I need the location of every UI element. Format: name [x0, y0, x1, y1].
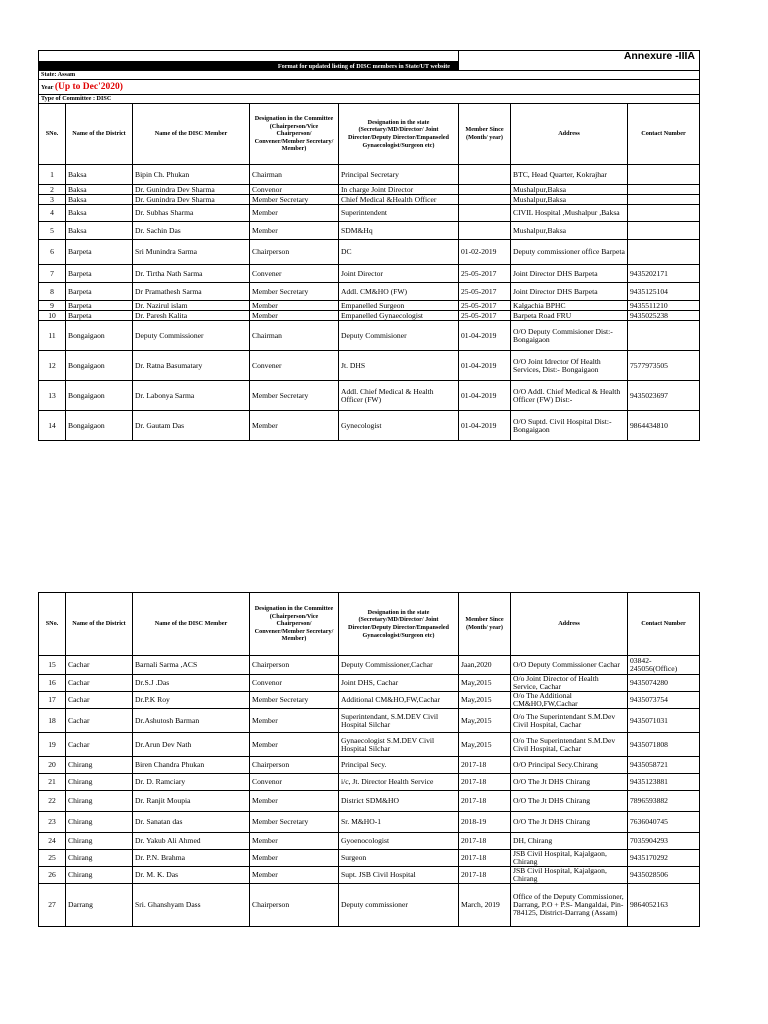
cell-member: Dr. Sachin Das	[133, 222, 250, 240]
cell-member-since: 01-04-2019	[459, 351, 511, 381]
cell-state-designation: Empanelled Gynaecologist	[339, 311, 459, 321]
cell-state-designation: Addl. Chief Medical & Health Officer (FW)	[339, 381, 459, 411]
cell-contact: 9435023697	[628, 381, 700, 411]
cell-member: Dr. Tirtha Nath Sarma	[133, 265, 250, 283]
cell-member: Dr. Gautam Das	[133, 411, 250, 441]
cell-district: Chirang	[66, 791, 133, 812]
table-row	[39, 757, 700, 774]
cell-member: Barnali Sarma ,ACS	[133, 656, 250, 675]
cell-contact: 9435071031	[628, 709, 700, 733]
table-row	[39, 381, 700, 411]
cell-state-designation: Principal Secretary	[339, 165, 459, 185]
cell-contact: 9435123881	[628, 774, 700, 791]
table-row	[39, 692, 700, 709]
cell-contact: 9435071808	[628, 733, 700, 757]
cell-committee: Convenor	[250, 774, 339, 791]
cell-district: Bongaigaon	[66, 381, 133, 411]
cell-member: Dr.Ashutosh Barman	[133, 709, 250, 733]
cell-sno: 7	[39, 265, 66, 283]
cell-district: Bongaigaon	[66, 351, 133, 381]
col-member-since: Member Since (Month/ year)	[459, 593, 511, 656]
cell-sno: 24	[39, 833, 66, 850]
header-spacer	[39, 51, 459, 62]
cell-address: O/O Addl. Chief Medical & Health Officer (FW) Dist:-	[511, 381, 628, 411]
cell-district: Baksa	[66, 222, 133, 240]
cell-member: Sri Munindra Sarma	[133, 240, 250, 265]
cell-committee: Member Secretary	[250, 195, 339, 205]
cell-committee: Chairman	[250, 165, 339, 185]
cell-committee: Member Secretary	[250, 692, 339, 709]
col-member: Name of the DISC Member	[133, 593, 250, 656]
col-designation-committee: Designation in the Committee (Chairperson/Vice Chairperson/ Convener/Member Secretary/ Member)	[250, 104, 339, 165]
cell-contact: 7636040745	[628, 812, 700, 833]
cell-committee: Member	[250, 411, 339, 441]
cell-committee: Member Secretary	[250, 381, 339, 411]
cell-district: Bongaigaon	[66, 411, 133, 441]
table-row	[39, 791, 700, 812]
cell-member-since: 2017-18	[459, 867, 511, 884]
cell-state-designation: Surgeon	[339, 850, 459, 867]
cell-contact	[628, 185, 700, 195]
cell-member-since: May,2015	[459, 733, 511, 757]
cell-sno: 1	[39, 165, 66, 185]
cell-member-since	[459, 222, 511, 240]
cell-sno: 17	[39, 692, 66, 709]
cell-committee: Chairperson	[250, 884, 339, 927]
table-row	[39, 411, 700, 441]
cell-contact: 9435028506	[628, 867, 700, 884]
cell-address: Deputy commissioner office Barpeta	[511, 240, 628, 265]
disc-table-1	[38, 50, 700, 441]
cell-member-since: 25-05-2017	[459, 311, 511, 321]
cell-sno: 10	[39, 311, 66, 321]
header-row	[39, 104, 700, 165]
cell-sno: 6	[39, 240, 66, 265]
cell-state-designation: Gynecologist	[339, 411, 459, 441]
format-title-spacer	[459, 62, 700, 71]
cell-state-designation: Chief Medical &Health Officer	[339, 195, 459, 205]
cell-state-designation: Superintendent	[339, 205, 459, 222]
cell-member-since: 2017-18	[459, 833, 511, 850]
cell-committee: Convener	[250, 265, 339, 283]
cell-contact: 9435073754	[628, 692, 700, 709]
cell-district: Cachar	[66, 709, 133, 733]
cell-state-designation: DC	[339, 240, 459, 265]
table-row	[39, 321, 700, 351]
cell-committee: Member	[250, 311, 339, 321]
cell-member: Dr. Ranjit Moupia	[133, 791, 250, 812]
cell-state-designation: In charge Joint Director	[339, 185, 459, 195]
cell-contact: 9435025238	[628, 311, 700, 321]
cell-member-since: 2017-18	[459, 791, 511, 812]
table-row	[39, 165, 700, 185]
cell-address: Joint Director DHS Barpeta	[511, 265, 628, 283]
cell-district: Baksa	[66, 205, 133, 222]
cell-state-designation: Principal Secy.	[339, 757, 459, 774]
cell-district: Barpeta	[66, 240, 133, 265]
table-row	[39, 240, 700, 265]
cell-sno: 19	[39, 733, 66, 757]
cell-state-designation: Empanelled Surgeon	[339, 301, 459, 311]
cell-sno: 15	[39, 656, 66, 675]
cell-sno: 11	[39, 321, 66, 351]
cell-address: O/o Joint Director of Health Service, Cachar	[511, 675, 628, 692]
cell-contact	[628, 321, 700, 351]
table-row	[39, 205, 700, 222]
cell-state-designation: Gyoenocologist	[339, 833, 459, 850]
table-row	[39, 283, 700, 301]
cell-member: Dr. Sanatan das	[133, 812, 250, 833]
table-row	[39, 833, 700, 850]
cell-address: Office of the Deputy Commissioner, Darrang, P.O + P.S- Mangaldai, Pin-784125, District-Darrang (Assam)	[511, 884, 628, 927]
cell-address: Barpeta Road FRU	[511, 311, 628, 321]
cell-district: Baksa	[66, 165, 133, 185]
cell-district: Chirang	[66, 812, 133, 833]
cell-sno: 26	[39, 867, 66, 884]
cell-district: Chirang	[66, 757, 133, 774]
cell-committee: Member	[250, 791, 339, 812]
cell-member-since: 25-05-2017	[459, 265, 511, 283]
cell-member: Dr Pramathesh Sarma	[133, 283, 250, 301]
cell-member-since: 2017-18	[459, 774, 511, 791]
year-row	[39, 80, 700, 95]
cell-member-since: May,2015	[459, 692, 511, 709]
cell-committee: Member	[250, 205, 339, 222]
cell-district: Barpeta	[66, 283, 133, 301]
cell-committee: Member	[250, 301, 339, 311]
cell-state-designation: Superintendant, S.M.DEV Civil Hospital Silchar	[339, 709, 459, 733]
cell-member-since: 01-04-2019	[459, 381, 511, 411]
cell-address: BTC, Head Quarter, Kokrajhar	[511, 165, 628, 185]
cell-district: Darrang	[66, 884, 133, 927]
cell-sno: 23	[39, 812, 66, 833]
cell-sno: 12	[39, 351, 66, 381]
cell-contact: 9864052163	[628, 884, 700, 927]
table-row	[39, 675, 700, 692]
cell-contact	[628, 165, 700, 185]
cell-contact: 9435074280	[628, 675, 700, 692]
cell-committee: Member	[250, 867, 339, 884]
cell-contact: 9435170292	[628, 850, 700, 867]
cell-member: Deputy Commissioner	[133, 321, 250, 351]
cell-member-since: 01-04-2019	[459, 411, 511, 441]
cell-committee: Chairperson	[250, 757, 339, 774]
table-row	[39, 850, 700, 867]
table-row	[39, 185, 700, 195]
cell-member: Bipin Ch. Phukan	[133, 165, 250, 185]
cell-member-since: May,2015	[459, 709, 511, 733]
cell-address: O/o The Superintendant S.M.Dev Civil Hospital, Cachar	[511, 709, 628, 733]
cell-committee: Member	[250, 850, 339, 867]
table-row	[39, 867, 700, 884]
cell-contact: 9435125104	[628, 283, 700, 301]
cell-member-since: Jaan,2020	[459, 656, 511, 675]
cell-member-since	[459, 165, 511, 185]
cell-address: DH, Chirang	[511, 833, 628, 850]
cell-member: Dr. Gunindra Dev Sharma	[133, 185, 250, 195]
cell-member: Sri. Ghanshyam Dass	[133, 884, 250, 927]
col-contact: Contact Number	[628, 593, 700, 656]
table-row	[39, 733, 700, 757]
cell-contact: 9435511210	[628, 301, 700, 311]
cell-contact: 9435058721	[628, 757, 700, 774]
cell-contact: 7035904293	[628, 833, 700, 850]
cell-district: Chirang	[66, 850, 133, 867]
cell-district: Chirang	[66, 774, 133, 791]
cell-sno: 27	[39, 884, 66, 927]
cell-member-since: March, 2019	[459, 884, 511, 927]
cell-committee: Chairperson	[250, 240, 339, 265]
cell-member: Dr. Paresh Kalita	[133, 311, 250, 321]
cell-address: O/O Deputy Commisioner Dist:- Bongaigaon	[511, 321, 628, 351]
cell-district: Barpeta	[66, 265, 133, 283]
cell-state-designation: Joint DHS, Cachar	[339, 675, 459, 692]
cell-sno: 22	[39, 791, 66, 812]
cell-district: Baksa	[66, 185, 133, 195]
cell-member-since	[459, 195, 511, 205]
cell-state-designation: Additional CM&HO,FW,Cachar	[339, 692, 459, 709]
cell-address: O/O Joint Idrector Of Health Services, Dist:- Bongaigaon	[511, 351, 628, 381]
cell-address: O/O Principal Secy.Chirang	[511, 757, 628, 774]
cell-sno: 4	[39, 205, 66, 222]
col-sno: SNo.	[39, 104, 66, 165]
cell-member: Dr. Yakub Ali Ahmed	[133, 833, 250, 850]
col-designation-state: Designation in the state (Secretary/MD/Director/ Joint Director/Deputy Director/Empanseled Gynaecologist/Surgeon etc)	[339, 593, 459, 656]
cell-district: Chirang	[66, 867, 133, 884]
cell-committee: Member Secretary	[250, 812, 339, 833]
cell-sno: 8	[39, 283, 66, 301]
cell-contact: 9435202171	[628, 265, 700, 283]
cell-contact: 03842-245056(Office)	[628, 656, 700, 675]
year-value: (Up to Dec'2020)	[54, 81, 123, 92]
cell-sno: 2	[39, 185, 66, 195]
table-row	[39, 222, 700, 240]
cell-member: Dr. Gunindra Dev Sharma	[133, 195, 250, 205]
cell-state-designation: Jt. DHS	[339, 351, 459, 381]
cell-district: Chirang	[66, 833, 133, 850]
cell-state-designation: Deputy commissioner	[339, 884, 459, 927]
cell-district: Cachar	[66, 656, 133, 675]
cell-state-designation: Gynaecologist S.M.DEV Civil Hospital Silchar	[339, 733, 459, 757]
cell-state-designation: Joint Director	[339, 265, 459, 283]
cell-member-since: 01-04-2019	[459, 321, 511, 351]
cell-contact: 9864434810	[628, 411, 700, 441]
cell-member-since: 25-05-2017	[459, 283, 511, 301]
cell-committee: Member	[250, 833, 339, 850]
table-row	[39, 774, 700, 791]
cell-sno: 14	[39, 411, 66, 441]
cell-contact	[628, 240, 700, 265]
table-row	[39, 265, 700, 283]
state-label: State: Assam	[39, 71, 700, 80]
cell-district: Cachar	[66, 692, 133, 709]
cell-address: JSB Civil Hospital, Kajalgaon, Chirang	[511, 867, 628, 884]
cell-committee: Chairperson	[250, 656, 339, 675]
cell-sno: 21	[39, 774, 66, 791]
col-sno: SNo.	[39, 593, 66, 656]
cell-contact	[628, 222, 700, 240]
cell-state-designation: Deputy Commisioner	[339, 321, 459, 351]
cell-state-designation: Deputy Commissioner,Cachar	[339, 656, 459, 675]
cell-state-designation: SDM&Hq	[339, 222, 459, 240]
table-row	[39, 709, 700, 733]
cell-sno: 25	[39, 850, 66, 867]
cell-address: O/O The Jt DHS Chirang	[511, 791, 628, 812]
cell-sno: 16	[39, 675, 66, 692]
cell-address: CIVIL Hospital ,Mushalpur ,Baksa	[511, 205, 628, 222]
cell-address: Mushalpur,Baksa	[511, 222, 628, 240]
cell-committee: Member	[250, 733, 339, 757]
cell-member: Dr. Subhas Sharma	[133, 205, 250, 222]
table-1-body	[39, 165, 700, 441]
table-2-body	[39, 656, 700, 927]
table-row	[39, 195, 700, 205]
cell-member-since: 2017-18	[459, 850, 511, 867]
table-row	[39, 311, 700, 321]
cell-member: Dr. D. Ramciary	[133, 774, 250, 791]
cell-member-since	[459, 205, 511, 222]
cell-address: Mushalpur,Baksa	[511, 195, 628, 205]
cell-sno: 3	[39, 195, 66, 205]
cell-member-since: 2018-19	[459, 812, 511, 833]
cell-address: O/O Suptd. Civil Hospital Dist:- Bongaigaon	[511, 411, 628, 441]
cell-state-designation: Sr. M&HO-1	[339, 812, 459, 833]
cell-committee: Member	[250, 222, 339, 240]
cell-address: O/O The Jt DHS Chirang	[511, 812, 628, 833]
cell-member: Dr. P.N. Brahma	[133, 850, 250, 867]
cell-committee: Convener	[250, 351, 339, 381]
cell-sno: 9	[39, 301, 66, 311]
col-district: Name of the District	[66, 593, 133, 656]
cell-address: O/o The Superintendant S.M.Dev Civil Hospital, Cachar	[511, 733, 628, 757]
cell-committee: Member Secretary	[250, 283, 339, 301]
cell-address: O/O The Jt DHS Chirang	[511, 774, 628, 791]
cell-member: Dr.P.K Roy	[133, 692, 250, 709]
format-title: Format for updated listing of DISC members in State/UT website	[39, 62, 459, 71]
annexure-label: Annexure -IIIA	[459, 51, 700, 62]
table-row	[39, 656, 700, 675]
cell-member-since: 2017-18	[459, 757, 511, 774]
cell-state-designation: District SDM&HO	[339, 791, 459, 812]
cell-member: Dr. M. K. Das	[133, 867, 250, 884]
cell-district: Bongaigaon	[66, 321, 133, 351]
cell-state-designation: i/c, Jt. Director Health Service	[339, 774, 459, 791]
cell-committee: Chairman	[250, 321, 339, 351]
cell-contact	[628, 205, 700, 222]
cell-member: Dr.S.J .Das	[133, 675, 250, 692]
table-row	[39, 812, 700, 833]
cell-member-since: 25-05-2017	[459, 301, 511, 311]
col-address: Address	[511, 593, 628, 656]
cell-member: Biren Chandra Phukan	[133, 757, 250, 774]
col-district: Name of the District	[66, 104, 133, 165]
cell-sno: 20	[39, 757, 66, 774]
cell-address: JSB Civil Hospital, Kajalgaon, Chirang	[511, 850, 628, 867]
cell-state-designation: Addl. CM&HO (FW)	[339, 283, 459, 301]
cell-member: Dr. Labonya Sarma	[133, 381, 250, 411]
committee-type: Type of Committee : DISC	[39, 95, 700, 104]
cell-contact: 7896593882	[628, 791, 700, 812]
cell-member: Dr.Arun Dev Nath	[133, 733, 250, 757]
cell-district: Barpeta	[66, 311, 133, 321]
cell-district: Barpeta	[66, 301, 133, 311]
col-address: Address	[511, 104, 628, 165]
cell-member-since	[459, 185, 511, 195]
header-row	[39, 593, 700, 656]
cell-member: Dr. Nazirul islam	[133, 301, 250, 311]
cell-address: O/o The Additional CM&HO,FW,Cachar	[511, 692, 628, 709]
cell-contact	[628, 195, 700, 205]
cell-address: O/O Deputy Commissioner Cachar	[511, 656, 628, 675]
cell-district: Cachar	[66, 675, 133, 692]
col-contact: Contact Number	[628, 104, 700, 165]
col-designation-committee: Designation in the Committee (Chairperson/Vice Chairperson/ Convener/Member Secretary/ Member)	[250, 593, 339, 656]
cell-address: Joint Director DHS Barpeta	[511, 283, 628, 301]
cell-address: Mushalpur,Baksa	[511, 185, 628, 195]
col-member-since: Member Since (Month/ year)	[459, 104, 511, 165]
cell-committee: Member	[250, 709, 339, 733]
cell-address: Kalgachia BPHC	[511, 301, 628, 311]
cell-committee: Convenor	[250, 185, 339, 195]
col-member: Name of the DISC Member	[133, 104, 250, 165]
cell-committee: Convenor	[250, 675, 339, 692]
year-label: Year	[41, 83, 54, 91]
cell-member: Dr. Ratna Basumatary	[133, 351, 250, 381]
table-row	[39, 301, 700, 311]
cell-sno: 5	[39, 222, 66, 240]
disc-table-2	[38, 592, 700, 927]
cell-sno: 18	[39, 709, 66, 733]
table-row	[39, 884, 700, 927]
cell-sno: 13	[39, 381, 66, 411]
table-row	[39, 351, 700, 381]
cell-state-designation: Supt. JSB Civil Hospital	[339, 867, 459, 884]
cell-member-since: May,2015	[459, 675, 511, 692]
cell-member-since: 01-02-2019	[459, 240, 511, 265]
cell-district: Baksa	[66, 195, 133, 205]
cell-district: Cachar	[66, 733, 133, 757]
col-designation-state: Designation in the state (Secretary/MD/Director/ Joint Director/Deputy Director/Empanseled Gynaecologist/Surgeon etc)	[339, 104, 459, 165]
cell-contact: 7577973505	[628, 351, 700, 381]
